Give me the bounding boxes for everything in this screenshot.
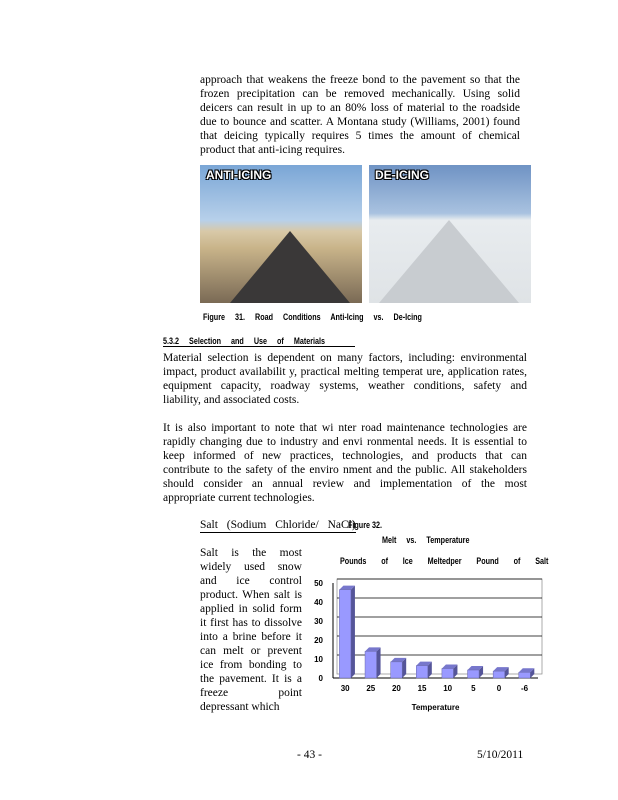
bar [468,670,480,678]
bar [442,669,454,679]
y-tick-label: 30 [314,617,323,626]
text-line: should consider an annual review and implementation of the most [163,478,527,490]
text-line: the pavement. It is a [200,673,302,685]
bar-side [377,647,381,678]
x-tick-label: 20 [391,684,401,693]
bar [493,671,505,678]
text-line: rapidly changing due to industry and envi ronmental needs. It is essential to [163,436,527,448]
text-line: product that anti-icing requires. [200,144,345,156]
de-icing-photo [369,165,531,303]
bar [391,662,403,678]
text-line: it first has to dissolve [200,617,302,629]
road-shape [230,231,350,303]
bar [339,590,351,678]
y-tick-label: 40 [314,598,323,607]
text-line: ice from bonding to [200,659,302,671]
text-line: that deicing typically requires 5 times the amount of chemical [200,130,520,142]
y-tick-label: 20 [314,636,323,645]
chart-subtitle: Pounds of Ice Meltedper Pound of Salt [340,556,549,566]
melt-chart [300,575,550,715]
text-line: due to bounce and scatter. A Montana study (Williams, 2001) found [200,116,520,128]
figure-32-label: Figure 32. [348,520,383,530]
section-heading: 5.3.2 Selection and Use of Materials [163,336,355,347]
bar-side [351,586,355,678]
photo-label: ANTI-ICING [206,168,272,182]
road-shape [379,220,519,303]
page-number: - 43 - [297,749,322,761]
text-line: equipment capacity, roadway systems, weather conditions, safety and [163,380,527,392]
text-line: product. When salt is [200,589,302,601]
text-line: frozen precipitation can be removed mechanically. Using solid [200,88,520,100]
x-tick-label: 0 [496,684,502,693]
text-line: liability, and associated costs. [163,394,300,406]
x-tick-label: 5 [471,684,476,693]
text-line: impact, product availabilit y, practical melting temperat ure, application rates, [163,366,527,378]
x-tick-label: 25 [366,684,376,693]
text-line: keep informed of new practices, technologies, and products that can [163,450,527,462]
x-tick-label: -6 [520,684,529,693]
text-line: widely used snow [200,561,302,573]
anti-icing-photo [200,165,362,303]
text-line: deicers can result in up to an 80% loss of material to the roadside [200,102,520,114]
text-line: freeze point [200,687,302,699]
x-tick-label: 30 [340,684,350,693]
text-line: Material selection is dependent on many factors, including: environmental [163,352,527,364]
x-tick-label: 10 [443,684,453,693]
bar [416,666,428,678]
chart-title: Melt vs. Temperature [382,535,470,545]
text-line: approach that weakens the freeze bond to the pavement so that the [200,74,520,86]
text-line: depressant which [200,701,280,713]
x-axis-label: Temperature [411,703,460,712]
photo-label: DE-ICING [375,168,429,182]
text-line: Salt is the most [200,547,302,559]
text-line: appropriate current technologies. [163,492,315,504]
text-line: and ice control [200,575,302,587]
x-tick-label: 15 [417,684,427,693]
footer-date: 5/10/2011 [477,749,524,761]
text-line: can melt or prevent [200,645,302,657]
text-line: into a brine before it [200,631,302,643]
y-tick-label: 50 [314,579,323,588]
y-tick-label: 0 [318,674,323,683]
figure-31-caption: Figure 31. Road Conditions Anti-Icing vs. De-Icing [203,312,422,322]
text-line: applied in solid form [200,603,302,615]
y-tick-label: 10 [314,655,323,664]
text-line: contribute to the safety of the enviro nment and the public. All stakeholders [163,464,527,476]
text-line: It is also important to note that wi nter road maintenance technologies are [163,422,527,434]
bar [365,651,377,678]
bar [519,672,531,678]
salt-heading: Salt (Sodium Chloride/ NaCl) [200,519,356,531]
